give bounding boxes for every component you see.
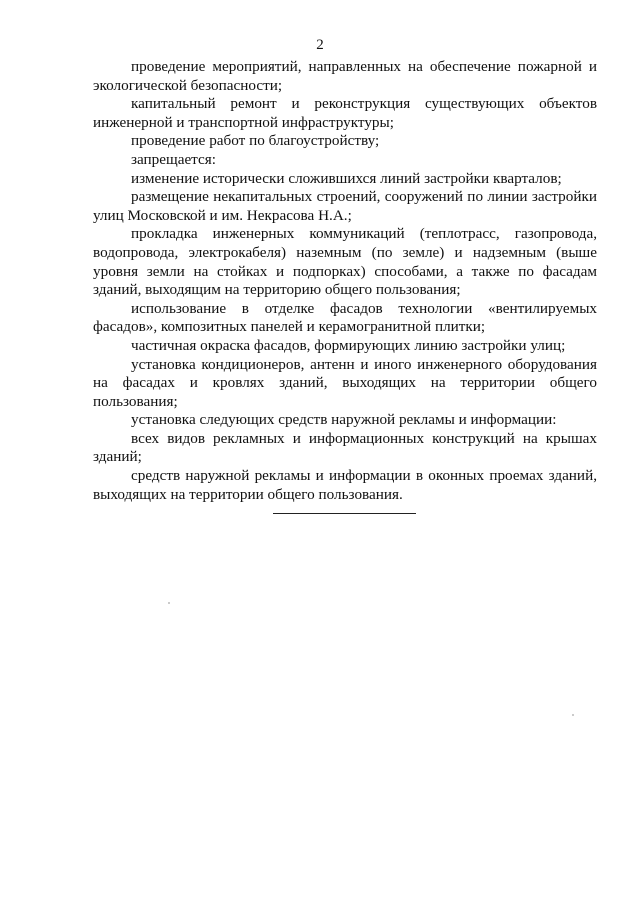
scan-speck [572,714,574,716]
page-number: 2 [316,37,324,53]
paragraph-partial-painting: частичная окраска фасадов, формирующих линию застройки улиц; [131,336,566,354]
paragraph-equipment-installation: установка кондиционеров, антенн и иного инженерного оборудования на фасадах и кровлях зданий, выходящих на территории общего пользования; [93,355,597,410]
paragraph-fire-ecology-safety: проведение мероприятий, направленных на обеспечение пожарной и экологической безопасности; [93,58,597,94]
paragraph-advertising-heading: установка следующих средств наружной рекламы и информации: [131,411,557,429]
paragraph-capital-repair: капитальный ремонт и реконструкция существующих объектов инженерной и транспортной инфраструктуры; [93,95,597,131]
paragraph-facade-materials: использование в отделке фасадов технологии «вентилируемых фасадов», композитных панелей и керамогранитной плитки; [93,299,597,336]
paragraph-utility-lines: прокладка инженерных коммуникаций (теплотрасс, газопровода, водопровода, электрокабеля) наземным (по земле) и надземным (выше уровня земли на стойках и подпорках) способами, а также по фасадам зданий, выходящим на территорию общего пользования; [93,225,597,299]
paragraph-window-advertising: средств наружной рекламы и информации в оконных проемах зданий, выходящих на территории общего пользования. [93,467,597,503]
closing-divider-line [273,513,416,514]
document-body [93,58,597,504]
paragraph-prohibited-heading: запрещается: [131,150,216,168]
paragraph-landscaping: проведение работ по благоустройству; [131,132,380,150]
paragraph-temporary-structures: размещение некапитальных строений, сооружений по линии застройки улиц Московской и им. Некрасова Н.А.; [93,188,597,224]
paragraph-roof-advertising: всех видов рекламных и информационных конструкций на крышах зданий; [93,429,597,466]
paragraph-building-lines: изменение исторически сложившихся линий застройки кварталов; [131,169,562,187]
scan-speck [168,602,170,604]
